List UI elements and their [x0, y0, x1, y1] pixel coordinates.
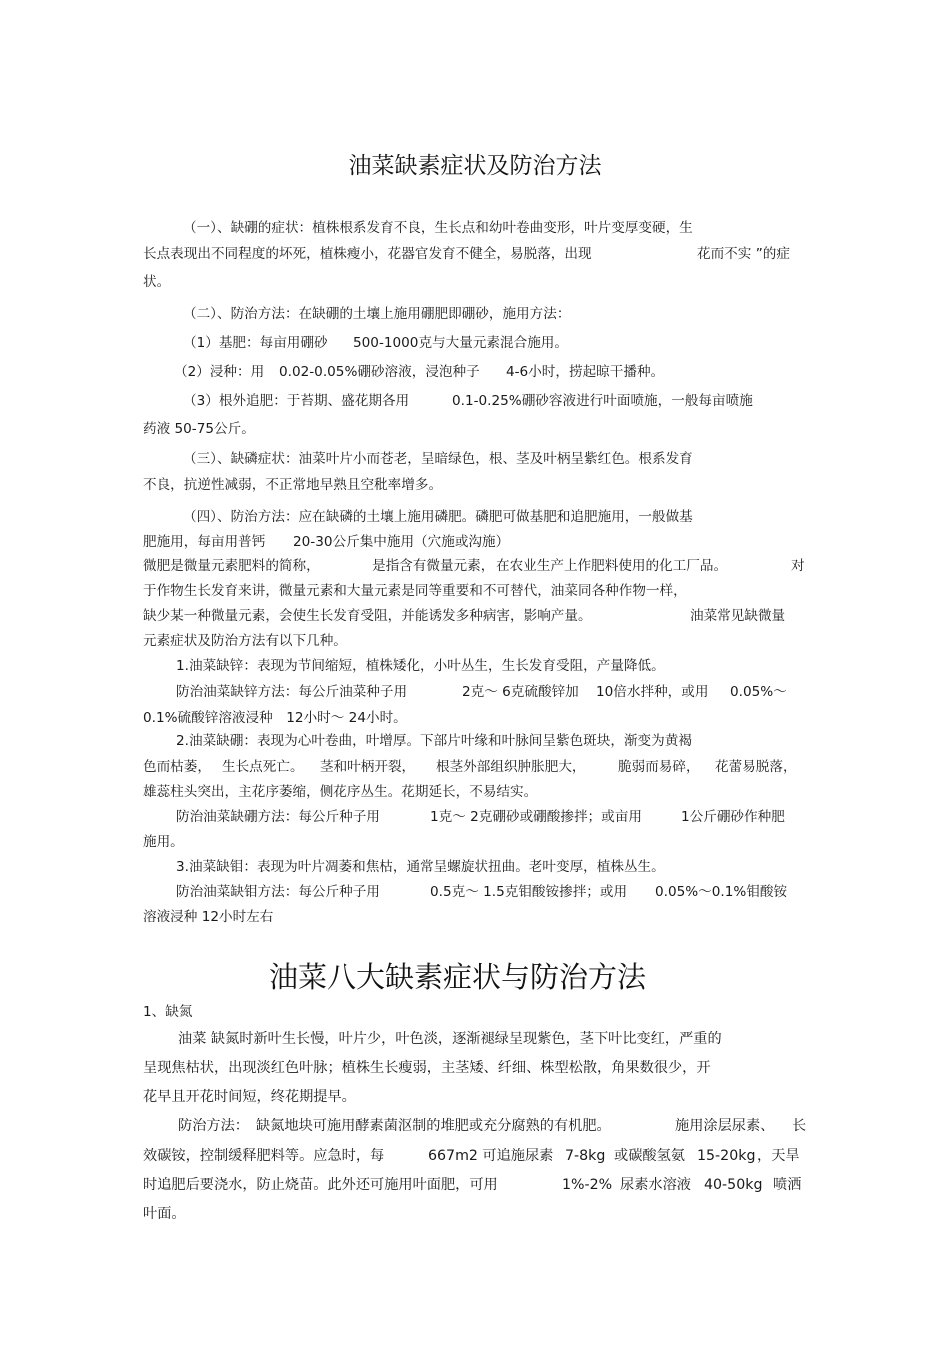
text-line: （一）、缺硼的症状：植株根系发育不良，生长点和幼叶卷曲变形，叶片变厚变硬，生	[183, 220, 693, 236]
text-segment: 20-30公斤集中施用（穴施或沟施）	[293, 534, 510, 550]
text-segment: 茎和叶柄开裂，	[320, 759, 416, 775]
text-segment: 根茎外部组织肿胀肥大，	[436, 759, 586, 775]
text-line: （二）、防治方法：在缺硼的土壤上施用硼肥即硼砂，施用方法：	[183, 306, 571, 322]
text-segment: （1）基肥：每亩用硼砂	[183, 335, 328, 351]
text-segment: 缺少某一种微量元素，会使生长发育受阻，并能诱发多种病害，影响产量。	[143, 608, 592, 624]
text-segment: 脆弱而易碎，	[618, 759, 700, 775]
text-segment: 15-20kg	[697, 1148, 756, 1164]
text-segment: ，天旱	[757, 1148, 800, 1164]
text-segment: 667m2 可追施尿素	[428, 1148, 554, 1164]
text-segment: 1公斤硼砂作种肥	[681, 809, 785, 825]
text-line: 施用。	[143, 834, 184, 850]
text-segment: 长	[792, 1118, 807, 1134]
text-segment: 1克～ 2克硼砂或硼酸掺拌；或亩用	[430, 809, 642, 825]
text-segment: 500-1000克与大量元素混合施用。	[353, 335, 568, 351]
text-line: 雄蕊柱头突出，主花序萎缩，侧花序丛生。花期延长，不易结实。	[143, 784, 538, 800]
text-line: （三）、缺磷症状：油菜叶片小而苍老，呈暗绿色，根、茎及叶柄呈紫红色。根系发育	[183, 451, 693, 467]
text-line: 3.油菜缺钼：表现为叶片凋萎和焦枯，通常呈螺旋状扭曲。老叶变厚，植株丛生。	[176, 859, 665, 875]
text-line: （四）、防治方法：应在缺磷的土壤上施用磷肥。磷肥可做基肥和追肥施用，一般做基	[183, 509, 693, 525]
text-segment: 0.05%～	[730, 684, 787, 700]
text-line: 药液 50-75公斤。	[143, 421, 255, 437]
text-segment: 尿素水溶液	[620, 1177, 691, 1193]
text-segment: 花蕾易脱落，	[715, 759, 797, 775]
text-line: 花早且开花时间短，终花期提早。	[143, 1089, 356, 1105]
text-line: 1.油菜缺锌：表现为节间缩短，植株矮化，小叶丛生，生长发育受阻，产量降低。	[176, 658, 665, 674]
text-segment: 4-6小时，捞起晾干播种。	[506, 364, 665, 380]
section-heading: 1、缺氮	[143, 1004, 193, 1020]
text-segment: 0.02-0.05%硼砂溶液，浸泡种子	[279, 364, 480, 380]
text-line: 叶面。	[143, 1206, 186, 1222]
text-segment: 防治方法： 缺氮地块可施用酵素菌沤制的堆肥或充分腐熟的有机肥。	[178, 1118, 611, 1134]
text-line: 长点表现出不同程度的坏死，植株瘦小，花器官发育不健全，易脱落，出现	[143, 246, 592, 262]
text-line: 呈现焦枯状，出现淡红色叶脉；植株生长瘦弱，主茎矮、纤细、株型松散，角果数很少，开	[143, 1060, 711, 1076]
text-segment: 0.5克～ 1.5克钼酸铵掺拌；或用	[430, 884, 628, 900]
text-segment: （3）根外追肥：于苔期、盛花期各用	[183, 393, 410, 409]
text-segment: 肥施用，每亩用普钙	[143, 534, 266, 550]
text-segment: 或碳酸氢氨	[614, 1148, 685, 1164]
text-segment: 在农业生产上作肥料使用的化工厂品。	[496, 558, 728, 574]
text-segment: 对	[791, 558, 805, 574]
text-segment: 施用涂层尿素、	[675, 1118, 775, 1134]
text-segment: 10倍水拌种，或用	[596, 684, 709, 700]
text-segment: 防治油菜缺锌方法：每公斤油菜种子用	[176, 684, 408, 700]
text-line: 于作物生长发育来讲，微量元素和大量元素是同等重要和不可替代，油菜同各种作物一样，	[143, 583, 687, 599]
text-segment: 微肥是微量元素肥料的简称，	[143, 558, 320, 574]
text-segment: 喷洒	[773, 1177, 802, 1193]
text-line: 0.1%硫酸锌溶液浸种 12小时～ 24小时。	[143, 710, 407, 726]
text-segment: 防治油菜缺硼方法：每公斤种子用	[176, 809, 380, 825]
text-segment: 防治油菜缺钼方法：每公斤种子用	[176, 884, 380, 900]
text-segment: 是指含有微量元素，	[372, 558, 495, 574]
text-segment: 40-50kg	[704, 1177, 763, 1193]
text-line: 不良，抗逆性减弱，不正常地早熟且空秕率增多。	[143, 477, 443, 493]
text-line: 元素症状及防治方法有以下几种。	[143, 633, 347, 649]
text-segment: 色而枯萎，	[143, 759, 211, 775]
text-line: 油菜 缺氮时新叶生长慢，叶片少，叶色淡，逐渐褪绿呈现紫色，茎下叶比变红，严重的	[178, 1031, 722, 1047]
text-segment: 生长点死亡。	[222, 759, 304, 775]
text-segment: 花而不实 ”的症	[697, 246, 790, 262]
text-line: 状。	[143, 274, 171, 290]
document-title-1: 油菜缺素症状及防治方法	[348, 153, 602, 179]
text-segment: 时追肥后要浇水，防止烧苗。此外还可施用叶面肥，可用	[143, 1177, 498, 1193]
text-segment: 1%-2%	[562, 1177, 613, 1193]
text-line: 2.油菜缺硼：表现为心叶卷曲，叶增厚。下部片叶缘和叶脉间呈紫色斑块，渐变为黄褐	[176, 733, 692, 749]
text-segment: 2克～ 6克硫酸锌加	[462, 684, 579, 700]
text-segment: 7-8kg	[565, 1148, 606, 1164]
text-segment: 效碳铵，控制缓释肥料等。应急时，每	[143, 1148, 385, 1164]
document-title-2: 油菜八大缺素症状与防治方法	[268, 960, 646, 994]
text-segment: 0.05%～0.1%钼酸铵	[655, 884, 788, 900]
text-segment: （2）浸种：用	[174, 364, 265, 380]
text-segment: 0.1-0.25%硼砂容液进行叶面喷施，一般每亩喷施	[452, 393, 753, 409]
text-segment: 油菜常见缺微量	[690, 608, 786, 624]
text-line: 溶液浸种 12小时左右	[143, 909, 274, 925]
